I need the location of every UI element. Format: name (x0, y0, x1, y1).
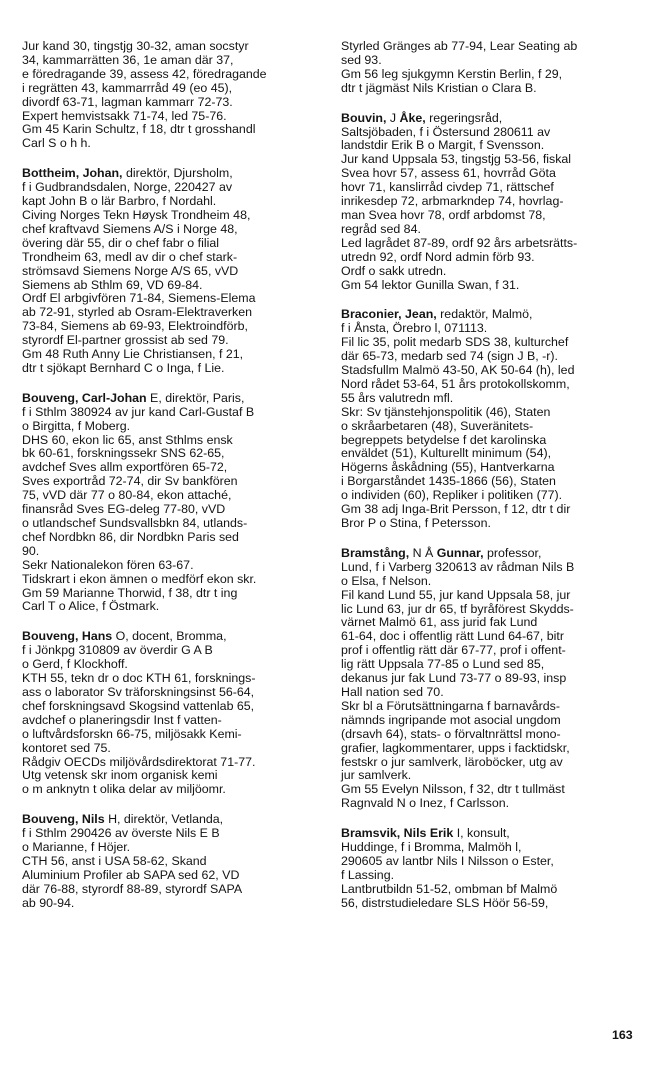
entry-title: professor, (483, 545, 542, 560)
entry-name: Bouvin, (341, 110, 387, 125)
entry-initials: J (386, 110, 400, 125)
entry-name: Bouveng, Nils (22, 812, 105, 827)
entry-text-line: Gm 56 leg sjukgymn Kerstin Berlin, f 29, (341, 66, 563, 81)
entry-text-line: 290605 av lantbr Nils I Nilsson o Ester, (341, 853, 554, 868)
entry-text-line: Sves exportråd 72-74, dir Sv bankfören (22, 474, 238, 489)
entry-text-line: 90. (22, 543, 40, 558)
biography-entry (341, 40, 641, 96)
entry-name: Bramstång, (341, 545, 410, 560)
entry-text-line: dtr t jägmäst Nils Kristian o Clara B. (341, 80, 537, 95)
entry-text-line: hovr 71, kanslirråd civdep 71, rättschef (341, 180, 554, 195)
entry-text-line: inrikesdep 72, arbmarkndep 74, hovrlag- (341, 194, 564, 209)
entry-text-line: Carl S o h h. (22, 136, 91, 151)
entry-text-line: ass o laborator Sv träforskningsinst 56-64, (22, 684, 255, 699)
entry-text-line: Aluminium Profiler ab SAPA sed 62, VD (22, 867, 240, 882)
entry-title: I, konsult, (453, 826, 510, 841)
biography-entry (22, 167, 322, 376)
entry-text-line: kapt John B o lär Barbro, f Nordahl. (22, 194, 217, 209)
biography-entry (341, 112, 641, 293)
entry-text-line: bk 60-61, forskningssekr SNS 62-65, (22, 446, 225, 461)
entry-text-line: Fil lic 35, polit medarb SDS 38, kulturchef (341, 335, 569, 350)
entry-text-line: sed 93. (341, 52, 382, 67)
entry-text-line: lig rätt Uppsala 77-85 o Lund sed 85, (341, 657, 545, 672)
right-column (341, 40, 641, 927)
page-number: 163 (612, 1028, 633, 1042)
entry-text-line: där 65-73, medarb sed 74 (sign J B, -r). (341, 349, 558, 364)
entry-text-line: 56, distrstudieledare SLS Höör 56-59, (341, 895, 549, 910)
entry-text-line: strömsavd Siemens Norge A/S 65, vVD (22, 263, 239, 278)
entry-heading (341, 827, 641, 841)
biography-entry (22, 392, 322, 615)
biography-entry (341, 827, 641, 910)
biography-entry (22, 40, 322, 151)
entry-text-line: Nord rådet 53-64, 51 års protokollskomm, (341, 376, 570, 391)
entry-title: E, direktör, Paris, (146, 390, 245, 405)
entry-text-line: 73-84, Siemens ab 69-93, Elektroindförb, (22, 319, 248, 334)
entry-text-line: Bror P o Stina, f Petersson. (341, 516, 491, 530)
entry-text-line: Saltsjöbaden, f i Östersund 280611 av (341, 124, 551, 139)
entry-text-line: o individen (60), Repliker i politiken (77). (341, 488, 563, 503)
entry-text-line: 34, kammarrätten 36, 1e aman där 37, (22, 52, 234, 67)
entry-text-line: jur samlverk. (341, 768, 412, 783)
entry-text-line: 61-64, doc i offentlig rätt Lund 64-67, bitr (341, 629, 564, 644)
entry-text-line: dtr t sjökapt Bernhard C o Inga, f Lie. (22, 360, 225, 375)
entry-text-line: Led lagrådet 87-89, ordf 92 års arbetsrätts- (341, 235, 578, 250)
entry-text-line: där 76-88, styrordf 88-89, styrordf SAPA (22, 881, 243, 896)
entry-text-line: Gm 54 lektor Gunilla Swan, f 31. (341, 277, 520, 292)
entry-text-line: ab 90-94. (22, 895, 75, 910)
entry-text-line: kontoret sed 75. (22, 740, 111, 755)
entry-text-line: Fil kand Lund 55, jur kand Uppsala 58, jur (341, 587, 571, 602)
entry-text-line: Siemens ab Sthlm 69, VD 69-84. (22, 277, 203, 292)
entry-text-line: o m anknytn t olika delar av miljöomr. (22, 782, 226, 797)
entry-title: O, docent, Bromma, (112, 629, 227, 644)
entry-text-line: Ragnvald N o Inez, f Carlsson. (341, 796, 510, 811)
entry-text-line: Tidskrart i ekon ämnen o medförf ekon skr. (22, 571, 257, 586)
entry-text-line: o Marianne, f Höjer. (22, 840, 131, 855)
entry-text-line: Carl T o Alice, f Östmark. (22, 599, 160, 614)
entry-text-line: Lund, f i Varberg 320613 av rådman Nils B (341, 559, 575, 574)
entry-text-line: i Borgarståndet 1435-1866 (56), Staten (341, 474, 556, 489)
entry-text-line: Trondheim 63, medl av dir o chef stark- (22, 249, 238, 264)
entry-text-line: f i Jönkpg 310809 av överdir G A B (22, 643, 213, 658)
entry-text-line: grafier, lagkommentarer, upps i facktidskr, (341, 740, 570, 755)
entry-text-line: o skråarbetaren (48), Suveränitets- (341, 418, 534, 433)
entry-text-line: chef Nordbkn 86, dir Nordbkn Paris sed (22, 529, 239, 544)
entry-text-line: landstdir Erik B o Margit, f Svensson. (341, 138, 545, 153)
entry-text-line: Civing Norges Tekn Høysk Trondheim 48, (22, 207, 251, 222)
entry-text-line: Svea hovr 57, assess 61, hovrråd Göta (341, 166, 556, 181)
entry-name: Bouveng, Carl-Johan (22, 390, 147, 405)
entry-text-line: CTH 56, anst i USA 58-62, Skand (22, 853, 207, 868)
entry-text-line: Jur kand 30, tingstjg 30-32, aman socstyr (22, 39, 249, 53)
entry-text-line: begreppets betydelse f det karolinska (341, 432, 547, 447)
entry-text-line: värnet Malmö 61, ass jurid fak Lund (341, 615, 538, 630)
entry-text-line: lic Lund 63, jur dr 65, tf byråförest Skydds- (341, 601, 574, 616)
biography-entry (22, 813, 322, 910)
entry-text-line: f i Ånsta, Örebro l, 071113. (341, 321, 488, 336)
entry-text-line: f Lassing. (341, 867, 395, 882)
entry-text-line: regråd sed 84. (341, 221, 421, 236)
entry-text-line: f i Sthlm 380924 av jur kand Carl-Gustaf B (22, 404, 255, 419)
entry-text-line: Gm 48 Ruth Anny Lie Christiansen, f 21, (22, 347, 244, 362)
entry-heading (341, 112, 641, 126)
entry-text-line: DHS 60, ekon lic 65, anst Sthlms ensk (22, 432, 233, 447)
entry-text-line: o Birgitta, f Moberg. (22, 418, 131, 433)
entry-text-line: Ordf o sakk utredn. (341, 263, 447, 278)
entry-text-line: Gm 55 Evelyn Nilsson, f 32, dtr t tullmäst (341, 782, 565, 797)
entry-title: H, direktör, Vetlanda, (104, 812, 224, 827)
entry-initials: N Å (409, 545, 437, 560)
entry-text-line: Sekr Nationalekon fören 63-67. (22, 557, 194, 572)
entry-text-line: Gm 45 Karin Schultz, f 18, dtr t grosshandl (22, 122, 256, 137)
entry-heading (22, 630, 322, 644)
entry-text-line: Rådgiv OECDs miljövårdsdirektorat 71-77. (22, 754, 256, 769)
entry-title: regeringsråd, (425, 110, 503, 125)
entry-text-line: dekanus jur fak Lund 73-77 o 89-93, insp (341, 671, 567, 686)
entry-text-line: f i Gudbrandsdalen, Norge, 220427 av (22, 180, 233, 195)
entry-text-line: Gm 59 Marianne Thorwid, f 38, dtr t ing (22, 585, 238, 600)
biography-entry (22, 630, 322, 797)
entry-text-line: o luftvårdsforskn 66-75, miljösakk Kemi- (22, 726, 242, 741)
entry-text-line: Lantbrutbildn 51-52, ombman bf Malmö (341, 881, 558, 896)
entry-text-line: f i Sthlm 290426 av överste Nils E B (22, 826, 220, 841)
entry-text-line: Skr bl a Förutsättningarna f barnavårds- (341, 698, 561, 713)
entry-text-line: prof i offentlig rätt där 67-77, prof i offent- (341, 643, 566, 658)
entry-name: Braconier, Jean, (341, 307, 437, 322)
entry-text-line: 75, vVD där 77 o 80-84, ekon attaché, (22, 488, 232, 503)
entry-text-line: o utlandschef Sundsvallsbkn 84, utlands- (22, 516, 248, 530)
entry-text-line: e föredragande 39, assess 42, föredragande (22, 66, 267, 81)
entry-name: Bouveng, Hans (22, 629, 113, 644)
entry-text-line: Stadsfullm Malmö 43-50, AK 50-64 (h), led (341, 363, 575, 378)
entry-text-line: divordf 63-71, lagman kammarr 72-73. (22, 94, 233, 109)
entry-text-line: ab 72-91, styrled ab Osram-Elektraverken (22, 305, 253, 320)
biography-entry (341, 547, 641, 811)
entry-given-name: Åke, (399, 110, 426, 125)
entry-text-line: nämnds ingripande mot asocial ungdom (341, 712, 561, 727)
biography-entry (341, 308, 641, 531)
entry-text-line: o Gerd, f Klockhoff. (22, 657, 128, 672)
entry-name: Bottheim, Johan, (22, 166, 123, 181)
entry-heading (22, 167, 322, 181)
entry-text-line: övering där 55, dir o chef fabr o filial (22, 235, 219, 250)
entry-text-line: enväldet (51), Kulturellt minimum (54), (341, 446, 552, 461)
entry-text-line: i regrätten 43, kammarrråd 49 (eo 45), (22, 80, 233, 95)
entry-text-line: o Elsa, f Nelson. (341, 573, 432, 588)
entry-text-line: (drsavh 64), stats- o förvaltnrättsl mono- (341, 726, 561, 741)
entry-heading (341, 547, 641, 561)
entry-text-line: man Svea hovr 78, ordf arbdomst 78, (341, 207, 546, 222)
entry-text-line: avdchef Sves allm exportfören 65-72, (22, 460, 228, 475)
entry-text-line: Utg vetensk skr inom organisk kemi (22, 768, 218, 783)
entry-text-line: festskr o jur samlverk, läroböcker, utg av (341, 754, 563, 769)
entry-text-line: avdchef o planeringsdir Inst f vatten- (22, 712, 222, 727)
entry-text-line: KTH 55, tekn dr o doc KTH 61, forsknings- (22, 671, 256, 686)
left-column (22, 40, 322, 927)
entry-name: Bramsvik, Nils Erik (341, 826, 454, 841)
entry-text-line: Hall nation sed 70. (341, 684, 444, 699)
entry-text-line: Expert hemvistsakk 71-74, led 75-76. (22, 108, 227, 123)
entry-text-line: utredn 92, ordf Nord admin förb 93. (341, 249, 535, 264)
entry-text-line: chef forskningsavd Skogsind vattenlab 65, (22, 698, 255, 713)
entry-text-line: chef kraftvavd Siemens A/S i Norge 48, (22, 221, 238, 236)
entry-heading (22, 813, 322, 827)
entry-text-line: Styrled Gränges ab 77-94, Lear Seating ab (341, 39, 578, 53)
entry-text-line: styrordf El-partner grossist ab sed 79. (22, 333, 229, 348)
entry-text-line: Jur kand Uppsala 53, tingstjg 53-56, fiskal (341, 152, 572, 167)
entry-text-line: Ordf El arbgivfören 71-84, Siemens-Elema (22, 291, 256, 306)
entry-title: direktör, Djursholm, (122, 166, 233, 181)
entry-text-line: Skr: Sv tjänstehjonspolitik (46), Staten (341, 404, 551, 419)
entry-title: redaktör, Malmö, (436, 307, 533, 322)
entry-text-line: Gm 38 adj Inga-Brit Persson, f 12, dtr t dir (341, 502, 571, 517)
entry-text-line: finansråd Sves EG-deleg 77-80, vVD (22, 502, 226, 517)
entry-text-line: Högerns åskådning (55), Hantverkarna (341, 460, 555, 475)
entry-text-line: Huddinge, f i Bromma, Malmöh l, (341, 840, 522, 855)
entry-heading (22, 392, 322, 406)
entry-text-line: 55 års valutredn mfl. (341, 390, 454, 405)
entry-given-name: Gunnar, (436, 545, 484, 560)
